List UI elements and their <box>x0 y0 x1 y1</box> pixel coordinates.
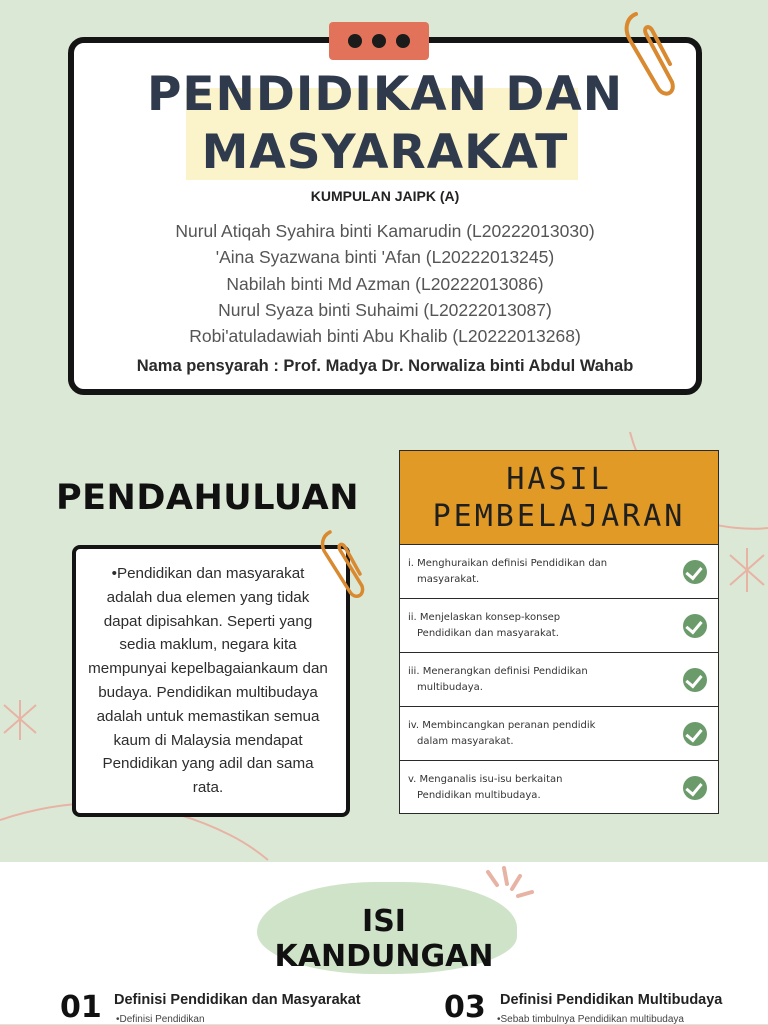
outcome-line: iii. Menerangkan definisi Pendidikan <box>408 666 588 677</box>
lecturer-name: Nama pensyarah : Prof. Madya Dr. Norwaliza binti Abdul Wahab <box>136 357 634 375</box>
outcome-row <box>400 653 718 707</box>
outcome-line: iv. Membincangkan peranan pendidik <box>408 720 596 731</box>
tab-dot-icon <box>372 34 386 48</box>
outcome-line: Pendidikan multibudaya. <box>417 790 541 801</box>
outcomes-title-line-1: HASIL <box>506 461 612 497</box>
tab-dot-icon <box>348 34 362 48</box>
intro-heading: PENDAHULUAN <box>56 478 359 518</box>
outcome-line: masyarakat. <box>417 574 480 585</box>
check-circle-icon <box>683 560 707 584</box>
tab-dot-icon <box>396 34 410 48</box>
learning-outcomes-table <box>399 450 719 814</box>
member-item: Robi'atuladawiah binti Abu Khalib (L20222013268) <box>189 326 581 347</box>
outcome-text <box>408 772 648 804</box>
toc-number: 01 <box>60 990 102 1025</box>
toc-entry-heading: Definisi Pendidikan dan Masyarakat <box>114 992 361 1008</box>
title-line-1: PENDIDIKAN DAN <box>146 67 624 122</box>
member-item: 'Aina Syazwana binti 'Afan (L20222013245) <box>215 247 555 268</box>
outcome-text <box>408 718 648 750</box>
page-title <box>68 66 702 182</box>
sparkle-rays-icon <box>488 868 532 896</box>
check-circle-icon <box>683 668 707 692</box>
intro-text: •Pendidikan dan masyarakat adalah dua elemen yang tidak dapat dipisahkan. Seperti yang sedia maklum, negara kita mempunyai kepelbagaiankaum dan budaya. Pendidikan multibudaya adalah untuk memastikan semua kaum di Malaysia mendapat Pendidikan yang adil dan sama rata. <box>88 565 328 797</box>
member-item: Nurul Atiqah Syahira binti Kamarudin (L20222013030) <box>175 221 595 241</box>
toc-number: 03 <box>444 990 486 1025</box>
outcome-line: Pendidikan dan masyarakat. <box>417 628 559 639</box>
outcome-line: i. Menghuraikan definisi Pendidikan dan <box>408 558 608 569</box>
toc-entry-subitem: •Definisi Pendidikan <box>116 1014 205 1025</box>
outcome-text <box>408 610 648 642</box>
check-circle-icon <box>683 614 707 638</box>
outcome-line: v. Menganalis isu-isu berkaitan <box>408 774 563 785</box>
outcome-line: dalam masyarakat. <box>417 736 514 747</box>
group-name: KUMPULAN JAIPK (A) <box>310 188 460 204</box>
member-item: Nabilah binti Md Azman (L20222013086) <box>226 273 544 294</box>
toc-entry-subitem: •Sebab timbulnya Pendidikan multibudaya <box>497 1014 684 1025</box>
outcome-text <box>408 556 648 588</box>
sparkle-right-icon <box>730 548 764 592</box>
outcome-row <box>400 707 718 761</box>
toc-entry-heading: Definisi Pendidikan Multibudaya <box>500 992 723 1008</box>
outcome-line: multibudaya. <box>417 682 483 693</box>
outcome-line: ii. Menjelaskan konsep-konsep <box>408 612 561 623</box>
member-item: Nurul Syaza binti Suhaimi (L20222013087) <box>218 299 552 320</box>
check-circle-icon <box>683 776 707 800</box>
check-circle-icon <box>683 722 707 746</box>
outcomes-title-line-2: PEMBELAJARAN <box>432 498 686 534</box>
outcome-text <box>408 664 648 696</box>
outcome-row <box>400 545 718 599</box>
learning-outcomes-header <box>400 451 718 545</box>
toc-heading: ISI KANDUNGAN <box>274 904 494 974</box>
sparkle-left-icon <box>4 700 36 740</box>
outcome-row <box>400 599 718 653</box>
outcome-row <box>400 761 718 815</box>
title-line-2: MASYARAKAT <box>201 125 569 180</box>
title-card-tab <box>329 22 429 60</box>
member-list <box>68 218 702 349</box>
